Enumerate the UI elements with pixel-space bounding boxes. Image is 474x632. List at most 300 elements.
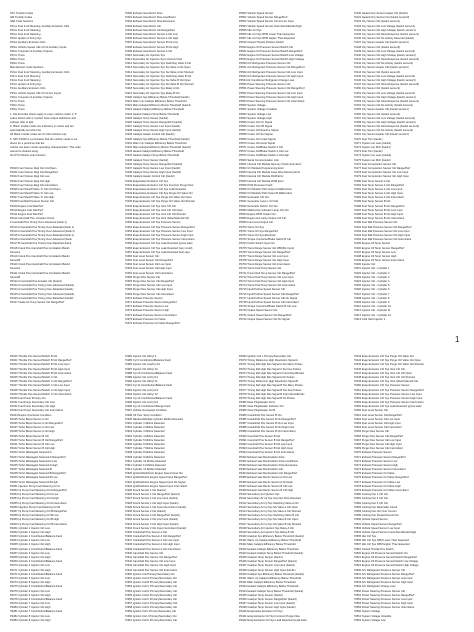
list-item: P0262 Cylinder 1 Injector Ckt High [10, 530, 51, 534]
list-item: P0362 Ignition Coil L Primary/Secondary Ckt [239, 355, 292, 358]
list-item: P0605 Internal Ctrl Module ROM Error [239, 179, 284, 183]
list-item: P0552 Power Steering Pressure Sensor Low Input [353, 597, 413, 601]
list-item: P0336 Crankshaft Pos Sensor A Ckt Range/Perf [124, 535, 181, 539]
list-item: P0335 Crankshaft Pos Sensor A Ckt [124, 530, 167, 534]
list-item: P0562 System Voltage Low [239, 112, 272, 116]
list-item: P0414 Secondary Air Inj Sys Sw Valve A Ckt Shorted [239, 509, 301, 513]
list-item: P0296 Cyl 12 Contribution/Range Fault [124, 405, 171, 409]
list-item: P0271 Cylinder 4 Injector Ckt High [10, 568, 51, 572]
list-item: P0127 Intake Air Temp Sensor Ckt Range/Perf [10, 300, 65, 304]
list-item: P0276 Cylinder 6 Injector Ckt Low [10, 589, 50, 593]
list-item: P0328 Knock Sensor 1 Ckt High Input (bank1) [124, 501, 179, 505]
list-item: P0344 Camshaft Pos Sensor Ckt Intermittent [124, 568, 178, 572]
list-item: P0204 Injector Ckt - Cylinder 4 [353, 280, 390, 283]
list-item: P0471 Exhaust Pressure Sensor Range/Perf [124, 300, 177, 304]
list-item: P0455 Evap Emission Ctrl Sys Leak Detected (gross leak) [124, 242, 193, 246]
list-item: P0449 Evap Emission Ctrl Sys Vent Valve/Solenoid Ckt [353, 380, 419, 384]
list-item: P0179 Fuel Composition Sensor Ckt High Input [353, 175, 409, 179]
list-item: P0248 Turbo Wastegate Solenoid B Range/Perf [10, 472, 66, 476]
list-item: P0234 Engine Overboost Condition [10, 413, 52, 417]
list-item: P0208 Injector Ckt - Cylinder 8 [353, 296, 390, 300]
list-item: P0472 Exhaust Pressure Sensor Low [353, 459, 398, 463]
list-item: P0501 Vehicle Speed Sensor Range/Perf [239, 16, 288, 20]
bottom-column-4 [354, 355, 469, 632]
list-item: P0431 Warm Up Catalyst Efficiency Below Threshold [124, 141, 187, 145]
list-item: P0606 PCM Processor Fault [239, 183, 273, 187]
list-item: P0136 Oxy Sensor Ckt No Activity Detected (bank1) [353, 37, 415, 41]
list-item: P0137 Oxy Sensor Heater Ckt (bank1 sensor1) [353, 41, 409, 45]
list-item: P0131 Heated Oxy Sensor Ckt (bank2 sensor3) [353, 16, 410, 20]
list-item: P0360 Ignition Coil J Primary/Secondary Ckt [124, 614, 177, 618]
list-item: P0609 Ctrl Module VSS Output B Malfunction [239, 192, 293, 196]
list-item: SensorA [10, 267, 21, 271]
list-item: P0474 Exhaust Pressure Sensor Intermittent [124, 313, 177, 317]
list-item: P0263 Cylinder 1 Contribution/Balance Fault [10, 535, 63, 539]
list-item: P0419 Secondary Air Injection Sys Relay B Ckt [239, 530, 295, 534]
list-item: P0608 Ctrl Module VSS Output A Malfunction [239, 187, 292, 191]
list-item: P0708 Trans Range Sensor Ckt High Input [239, 259, 289, 263]
list-item: P02xx Fuel & Air Metering [10, 32, 41, 36]
list-item: P0283 Cylinder 8 Injector Ckt High [10, 618, 51, 622]
list-item: P0465 Purge Flow Sensor Ckt [353, 430, 389, 434]
list-item: P0101 Fuel Volume Regl Ckt Range/Perf [10, 171, 58, 175]
list-item: P0333 Knock Sensor 2 Ckt High Input (bank2) [124, 522, 179, 526]
list-item: P0259 Inj Pump Fuel Metering Ctrl B High [10, 518, 60, 522]
list-item: P0702 Trans Ctrl Sys Electrical [239, 233, 276, 237]
list-item: P0102 Fuel Volume Regl Ckt Low [10, 175, 50, 179]
list-item: P0156 Oxy Sensor Ckt (bank2 sensor2) [353, 112, 401, 116]
list-item: P0427 Catalyst Temp Sensor Low Input (bank1) [239, 564, 295, 568]
list-item: P0305 Cylinder 5 Misfire Detected [124, 438, 165, 442]
list-item: P0245 Turbo Wastegate Solenoid A Low [10, 459, 58, 463]
list-item: P0308 Cylinder 8 Misfire Detected [124, 451, 165, 455]
list-item: All 'Bank' trouble codes are for GM vehicles only. [10, 133, 68, 137]
list-item: P0118 Crank Pos-Camshaft Pos Correlation Bank1 [10, 246, 70, 250]
list-item: P0422 Main Catalyst Efficiency Below Threshold (bank1) [124, 104, 191, 108]
list-item: P0152 Oxy Sensor Ckt High Voltage (bank2 sensor1) [353, 95, 416, 99]
list-item: P0551 Power Steering Pressure Sensor Ckt Range/Perf [239, 87, 305, 91]
list-item: P0322 Ign/Distributor Engine Speed Input No Signal [124, 480, 186, 484]
list-item: P0468 Purge Flow Sensor Ckt High Input [124, 288, 173, 292]
list-item: P0473 Exhaust Pressure Sensor High [124, 309, 169, 313]
list-item: P0473 Exhaust Pressure Sensor High [353, 463, 398, 467]
list-item: P0409 Exhaust Gas Recirc Sensor A Ckt [124, 49, 173, 53]
list-item: P0465 Purge Flow Sensor Ckt [124, 275, 160, 279]
list-item: P0476 Exhaust Pressure Ctrl Valve Range/Perf [124, 321, 180, 325]
list-item: P0474 Exhaust Pressure Sensor Intermittent [353, 468, 406, 472]
list-item: P0153 Oxy Sensor Ckt Slow Response (bank2 sensor1) [353, 99, 420, 103]
list-item: P0600 Serial Communication Link [239, 158, 279, 162]
list-item: P0464 Fuel Level Sensor Ckt Intermittent [353, 426, 402, 430]
list-item: P0703 Torque Converter/Brake Switch B Ckt [239, 238, 291, 242]
list-item: P0441 Evaporative Emission Ctrl Sys Incorrect Purge Flow [124, 183, 194, 187]
list-item: P0436 Catalyst Temp Sensor Range/Perf (bank2) [124, 162, 183, 166]
list-item: P0560 System Voltage [353, 610, 381, 614]
list-item: P0190 Fuel Rail Pressure Sensor Ckt [353, 221, 398, 225]
list-item: driven for a period so that the [10, 141, 45, 145]
list-item: P0469 Purge Flow Sensor Ckt Intermittent [124, 292, 174, 296]
list-item: STC Trouble Codes [10, 12, 34, 15]
list-item: P0388 Crankshaft Pos Sensor B Ckt High Input [239, 426, 295, 430]
list-item: P0550 Power Steering Pressure Sensor Ckt [239, 83, 291, 87]
list-item: P0447 Evap Emission Ctrl Sys Vent Ctrl Ckt Open [124, 208, 183, 212]
list-item: P0715 Input/Turbine Speed Sensor Ckt [239, 288, 285, 292]
list-item: P06xx Computer & Auxiliary Outputs [10, 49, 53, 53]
list-item: P0106 Fuel Shutoff Valve 'A' Ckt Low [10, 192, 54, 196]
list-item: P0120 Crank Pos-Camshaft Pos Correlation Bank2 [10, 263, 70, 267]
list-item: P0433 Heated Catalyst Efficiency Below Threshold [124, 150, 184, 154]
list-item: P0394 Camshaft Pos Sensor B Ckt Intermittent [239, 451, 295, 455]
list-item: P0213 Cold Start Injector 1 [353, 317, 386, 321]
list-item: P0339 Crankshaft Pos Sensor A Ckt Intermittent [124, 547, 181, 551]
list-item: P0298 Oil Over Temp Condition [124, 413, 162, 417]
list-item: P0714 Trans Fluid Temp Sensor Ckt Intermittent [239, 284, 296, 288]
list-item: P0297 Vehicle Overspeed Condition [124, 409, 167, 413]
list-item: P0249 Turbo Wastegate Solenoid B Low [10, 476, 58, 480]
list-item: vehicle can learn certain operating characteristics. This code [10, 146, 81, 149]
list-item: P0261 Cylinder 1 Injector Ckt Low [10, 526, 50, 530]
list-item: P0224 Throttle Pos Sensor/Switch B Ckt Intermittent [10, 371, 72, 375]
list-item: P0421 Warm Up Catalyst Efficiency Below Threshold [239, 539, 301, 543]
list-item: P0416 Secondary Air Inj Sys Sw Valve B Ckt Open [239, 518, 299, 522]
list-item: P0453 Evap Emission Ctrl Sys Pressure Sensor High Input [353, 396, 423, 400]
list-item: P0405 Exhaust Gas Recirc Sensor A Ckt Low [239, 476, 293, 480]
list-item: P0560 System Voltage [239, 104, 266, 108]
list-item: A Camshaft Pos Timing Over-Advanced (bank 1) [10, 221, 67, 225]
list-item: P0716 Input/Turbine Speed Sensor Ckt Range/Perf [239, 292, 299, 296]
list-item: P0440 Evaporative Emission Ctrl Sys [239, 610, 283, 614]
list-item: P0357 Ignition Coil G Primary/Secondary Ckt [124, 602, 178, 606]
list-item: P0210 Injector Ckt - Cylinder 10 [353, 305, 391, 309]
list-item: P0502 Vehicle Speed Sensor Low Input [353, 526, 400, 530]
list-item: P0438 Catalyst Temp Sensor High Input (bank2) [239, 606, 296, 610]
list-item: P0711 Trans Fluid Temp Sensor Ckt Range/Perf [239, 271, 296, 275]
list-item: P0463 Fuel Level Sensor Ckt High Input [353, 422, 401, 425]
list-item: P0303 Cylinder 3 Misfire Detected [124, 430, 165, 434]
list-item: P0413 Secondary Air Inj Sys Sw Valve A Ckt Open [239, 505, 298, 509]
list-item: P0550 Power Steering Pressure Sensor Ckt [353, 589, 405, 593]
list-item: P0554 Power Steering Pressure Sensor Ckt Intermittent [239, 99, 305, 103]
list-item: P0111 Engine Fuel Rail Perf [10, 213, 43, 216]
list-item: P0386 Crankshaft Pos Sensor B Ckt Range/Perf [239, 417, 296, 421]
list-item: P0184 Fuel Temp Sensor A Ckt Intermittent [353, 196, 405, 200]
list-item: P0243 Turbo Wastegate Solenoid A [10, 451, 52, 455]
list-item: P0377 Timing Ref High Res Signal B Too Few Pulses [239, 388, 302, 392]
list-item: P0221 Throttle Pos Sensor/Switch B Ckt Range/Perf [10, 359, 72, 363]
list-item: P0418 Secondary Air Injection Sys Relay A Ckt [239, 526, 294, 530]
top-column-4 [354, 12, 469, 325]
list-item: P0287 Injector Ckt Hi/Cyl 10 [124, 367, 158, 371]
list-item: P0321 Ign/Distributor Engine Speed Input Range/Perf [124, 476, 188, 480]
list-item: P0355 Ignition Coil E Primary/Secondary Ckt [124, 593, 177, 597]
list-item: P0533 A/C Refrigerant Pressure Sensor High Input [353, 581, 413, 585]
list-item: P0255 Inj Pump Fuel Metering Ctrl A Intermittent [10, 501, 67, 505]
list-item: P0654 Engine RPM Output Ckt [239, 213, 276, 216]
list-item: P0720 Output Speed Sensor Ckt [239, 309, 278, 313]
list-item: P0655 Engine Hot Lamp Output Ctrl Ckt [239, 217, 286, 221]
list-item: P0220 Throttle Pos Sensor/Switch B Ckt [10, 355, 58, 358]
list-item: P0414 Secondary Air Injection Sys Sw Valve A Ckt Shorted [124, 70, 194, 74]
list-item: P0222 Throttle Pos Sensor/Switch B Ckt Low Input [10, 363, 70, 367]
list-item: P0460 Fuel Level Sensor Ckt [124, 254, 159, 258]
list-item: 5. SPC P1000 is a procedure that the vehicle needs to be [10, 137, 78, 141]
list-item: P0103 Fuel Volume Regl Ckt High [10, 179, 50, 183]
list-item: P0309 Cylinder 9 Misfire Detected [124, 455, 165, 459]
list-item: P0380 Glow Plug/Heater Ckt A [239, 401, 276, 405]
list-item: P0454 Evap Emission Ctrl Sys Pressure Sensor Intermittent [124, 238, 195, 242]
list-item: P0337 Crankshaft Pos Sensor A Ckt Low Input [124, 539, 179, 543]
list-item: P0141 Oxy Sensor Ckt Slow Response (bank1 sensor2) [353, 58, 420, 62]
list-item: P0572 Cruise Ctrl/Brake Switch A Ckt Low [239, 150, 289, 154]
list-item: P0453 Evap Emission Ctrl Sys Pressure Sensor High Input [124, 233, 194, 237]
list-item: P0523 Engine Oil Pressure Sensor/Switch High Voltage [239, 58, 305, 62]
list-item: GM Trouble Codes [10, 16, 33, 20]
list-item: P0601 Internal Ctrl Module Memory Check Sum Error [239, 162, 302, 166]
list-item: P0410 Secondary Air Injection Sys [239, 493, 280, 497]
list-item: P0289 Injector Ckt Lo/Cyl 11 [124, 375, 158, 379]
list-item: P0435 Catalyst Temp Sensor (bank2) [239, 593, 283, 597]
list-item: P0229 Throttle Pos Sensor/Switch C Ckt Intermittent [10, 392, 72, 396]
list-item: P0416 Secondary Air Injection Sys Sw Valve B Ckt Open [124, 79, 191, 82]
list-item: P0361 Ignition Coil K Primary/Secondary Ckt [124, 618, 177, 622]
list-item: SAE Code Sections [10, 20, 34, 24]
list-item: P0198 Engine Oil Temp Sensor High [353, 254, 397, 258]
list-item: P0412 Secondary Air Inj Sys Switching Valve A Ckt [239, 501, 299, 505]
list-item: P0552 Power Steering Pressure Sensor Ckt Low Input [239, 91, 303, 95]
list-item: P0400 Exhaust Gas Recirculation Flow [239, 455, 285, 459]
list-item: P09xx Trans [10, 62, 25, 66]
list-item: P0242 Turbo Boost Sensor B Ckt High [10, 447, 55, 451]
list-item: P0430 Catalyst Sys Efficiency Below Threshold (bank2) [239, 572, 304, 576]
list-item: P0468 Purge Flow Sensor Ckt High Input [353, 442, 402, 446]
list-item: P0406 Exhaust Gas Recirc Sensor A Ckt High [239, 480, 293, 484]
list-item: P0451 Evap Emission Ctrl Sys Pressure Sensor Range/Perf [124, 225, 195, 229]
list-item: P0342 Camshaft Pos Sensor Ckt Low Input [124, 560, 176, 564]
list-item: P0134 Oxy Sensor Ckt High Voltage (bank1 sensor1) [353, 28, 416, 32]
list-item: P0500 Vehicle Speed Sensor [239, 12, 274, 15]
list-item: P0257 Inj Pump Fuel Metering Ctrl B Range/Perf [10, 509, 68, 513]
list-item: P0231 Fuel Pump Secondary Ckt Low [10, 401, 55, 405]
list-item: P0378 Timing Ref High Res Signal B Intermittent/Erratic [239, 392, 305, 396]
list-item: P0288 Cyl 10 Contribution/Balance Fault [124, 371, 173, 375]
list-item: P0228 Throttle Pos Sensor/Switch C Ckt High Input [10, 388, 71, 392]
list-item: P0310 Cylinder 10 Misfire Detected [124, 459, 166, 463]
list-item: P0433 Heated Catalyst Efficiency Below Threshold [239, 585, 299, 589]
list-item: P0464 Fuel Level Sensor Ckt Intermittent [124, 271, 173, 275]
list-item: P0477 Exhaust Pressure Ctrl Valve Low [353, 480, 401, 484]
list-item: P0147 Oxy Sensor Ckt Slow Response (bank1 sensor3) [353, 83, 420, 87]
list-item: P0173 Fuel Trim (bank2) [353, 150, 383, 154]
list-item: P0483 Cooling Fan Rationality Check [353, 505, 398, 509]
list-item: P0235 Turbo Boost Sensor A Ckt [10, 417, 49, 421]
list-item: P0185 Fuel Temp Sensor B Ckt [353, 200, 391, 204]
list-item: P0343 Camshaft Pos Sensor Ckt High Input [124, 564, 176, 568]
list-item: P0571 Cruise Ctrl/Brake Switch A Ckt [239, 146, 283, 149]
list-item: P01xx Fuel & Air Metering [10, 28, 41, 32]
list-item: P0568 Cruise Ctrl Set Signal [239, 133, 273, 137]
list-item: P0233 Fuel Pump Secondary Ckt Intermittent [10, 409, 64, 413]
list-item: Manufacturer Code Sections [10, 66, 44, 70]
list-item: P0278 Cylinder 6 Contribution/Balance Fault [10, 597, 63, 601]
list-item: P07xx Trans [10, 53, 25, 57]
list-item: P0502 Vehicle Speed Sensor Circuit Low Input [239, 20, 294, 24]
list-item: P0467 Purge Flow Sensor Ckt Low Input [124, 284, 173, 288]
list-item: P0437 Catalyst Temp Sensor Low Input (bank2) [124, 166, 181, 170]
list-item: P0254 Inj Pump Fuel Metering Ctrl A High [10, 497, 59, 501]
list-item: P0250 Turbo Wastegate Solenoid B High [10, 480, 58, 484]
list-item: P0183 Fuel Temp Sensor A Ckt High Input [353, 192, 403, 196]
list-item: P0100 Fuel Volume Regl Ckt Circ/Open [10, 166, 57, 170]
list-item: P0389 Crankshaft Pos Sensor B Ckt Intermittent [239, 430, 296, 434]
list-item: P0133 Oxy Sensor Ckt Low Voltage (bank1 sensor1) [353, 24, 416, 28]
list-item: P0421 Warm Up Catalyst Efficiency Below Threshold [124, 99, 187, 103]
list-item: P0270 Cylinder 4 Injector Ckt Low [10, 564, 50, 568]
list-item: P0532 A/C Refrigerant Pressure Sensor Ckt Low Input [239, 70, 303, 74]
list-item: P0212 Injector Ckt - Cylinder 12 [353, 313, 391, 317]
list-item: P0522 Engine Oil Pressure Sensor/Switch Low Voltage [353, 560, 418, 564]
list-item: P0191 Fuel Rail Pressure Sensor Ckt Range/Perf [353, 225, 412, 229]
list-item: P0650 Malfunction Indicator Lamp Ctrl Ckt [239, 208, 289, 212]
list-item: P0293 Injector Ckt Hi/Cyl 12 [124, 392, 158, 396]
list-item: P0563 System Voltage High [239, 116, 272, 120]
list-item: P0400 Exhaust Gas Recirc Flow [124, 12, 163, 15]
list-item: P0199 Engine Oil Temp Sensor Intermittent [353, 259, 405, 263]
list-item: P0420 Catalyst Sys Efficiency Below Threshold (bank1) [124, 95, 190, 99]
list-item: P0114 A Camshaft Pos Timing Over-Advanced (bank 2) [10, 229, 75, 233]
list-item: P0176 Fuel Composition Sensor Ckt [353, 162, 397, 166]
list-item: indicate refer to lgth. [10, 120, 34, 124]
list-item: P0428 Catalyst Temp Sensor High Input (bank1) [124, 129, 182, 133]
list-item: P0273 Cylinder 5 Injector Ckt Low [10, 576, 50, 580]
list-item: P0226 Throttle Pos Sensor/Switch C Ckt Range/Perf [10, 380, 72, 384]
list-item: P0470 Exhaust Pressure Sensor [353, 451, 392, 455]
list-item: P0622 Generator Field F Ctrl Ckt [239, 204, 278, 208]
list-item: P0521 Engine Oil Pressure Sensor/Switch Range/Perf [239, 49, 303, 53]
list-item: P0239 Turbo Boost Sensor B Ckt [10, 434, 49, 438]
list-item: P0415 Secondary Air Injection Sys Switching Valve B Ckt [124, 74, 192, 78]
list-item: P0140 Oxy Sensor Ckt High Voltage (bank1 sensor2) [353, 53, 416, 57]
list-item: P0323 Ign/Distributor Engine Speed Input Intermittent [124, 484, 188, 488]
list-item: P0448 Evap Emission Ctrl Sys Vent Ctrl Ckt Shorted [124, 213, 186, 216]
list-item: P0484 Cooling Fan Ckt Over Current [353, 509, 397, 513]
list-item: P0434 Heated Catalyst Temp Below Threshold [124, 154, 180, 158]
top-column-3 [239, 12, 354, 325]
list-item: P0117 B Camshaft Pos Timing Over-Retarded (bank [10, 242, 72, 246]
list-item: P0351 Ignition Coil A Primary/Secondary Ckt [124, 576, 177, 580]
list-item: P0225 Throttle Pos Sensor/Switch C Ckt [10, 375, 58, 379]
list-item: P0469 Purge Flow Sensor Ckt Intermittent [353, 447, 403, 451]
list-item: P0428 Catalyst Temp Sensor High Input (bank1) [239, 568, 296, 572]
list-item: P0194 Fuel Rail Pressure Sensor Ckt Intermittent [353, 238, 412, 242]
list-item: P0442 Evaporative Emission Ctrl Sys Leak Detected [124, 187, 186, 191]
list-item: P0211 Injector Ckt - Cylinder 11 [353, 309, 391, 313]
list-item: P0267 Cylinder 3 Injector Ckt Low [10, 551, 50, 555]
list-item: P0444 Evap Emission Ctrl Sys Purge Ctrl Valve Ckt Open [124, 196, 192, 200]
list-item: P0268 Cylinder 3 Injector Ckt High [10, 556, 51, 559]
list-item: P0189 Fuel Temp Sensor B Ckt Intermittent [353, 217, 405, 221]
list-item: P0206 Injector Ckt - Cylinder 6 [353, 288, 390, 292]
list-item: P0123 A Camshaft Pos Timing Over-Advanced (bank1) [10, 284, 75, 288]
list-item: P0393 Camshaft Pos Sensor B Ckt High Input [239, 447, 293, 451]
list-item: P0253 Inj Pump Fuel Metering Ctrl A Low [10, 493, 59, 497]
list-item: P0561 System Voltage Unstable [353, 614, 392, 618]
list-item: P12xx Fuel & Air Metering [10, 79, 41, 82]
list-item: P0306 Cylinder 6 Misfire Detected [124, 442, 165, 446]
list-item: P0700 Trans Ctrl Sys [239, 225, 264, 229]
list-item: P0506 Idle Ctrl Sys RPM Lower Than Expected [353, 539, 409, 543]
list-item: P0472 Exhaust Pressure Sensor Low [124, 305, 169, 309]
list-item: P0706 Trans Range Sensor Ckt Range/Perf [239, 250, 291, 254]
list-item: P0567 Cruise Ctrl Resume Signal [239, 129, 279, 133]
list-item: P0621 Generator Lamp L Ctrl Ckt [239, 200, 279, 204]
list-item: P0352 Ignition Coil B Primary/Secondary Ckt [124, 581, 177, 585]
list-item: P0266 Cylinder 2 Contribution/Balance Fault [10, 547, 63, 551]
list-item: P0425 Catalyst Temp Sensor (bank1) [239, 556, 283, 559]
list-item: P0230 Fuel Pump Primary Ckt [10, 396, 46, 400]
list-item: P0373 Timing Ref High Res Signal A Intermittent/Erratic [239, 371, 305, 375]
list-item: P0251 Injection Pump Fuel Metering Ctrl A [10, 484, 60, 488]
list-item: P0452 Evap Emission Ctrl Sys Pressure Sensor Low Input [353, 392, 422, 396]
list-item: P0447 Evap Emission Ctrl Sys Vent Ctrl Ckt Open [353, 371, 412, 375]
list-item: P0411 Secondary Air Inj Sys Incorrect Flow Detected [239, 497, 301, 501]
list-item: P0311 Cylinder 11 Misfire Detected [124, 463, 166, 467]
list-item: P0438 Catalyst Temp Sensor High Input (bank2) [124, 171, 182, 175]
list-item: P05xx Vehicle Speed, Idle Ctrl & Auxiliary Inputs [10, 45, 67, 49]
list-item: P0161 Oxy Sensor Heater Ckt (bank2 sensor2) [353, 133, 409, 137]
list-item: P0107 Fuel Shutoff Valve 'A' Ckt High [10, 196, 55, 200]
list-item: P0122 A Camshaft Pos Actuator Ckt (bank1) [10, 280, 62, 283]
list-item: P0341 Camshaft Pos Sensor Ckt Range/Perf [124, 556, 178, 559]
list-item: P0417 Secondary Air Inj Sys Sw Valve B Ckt Shorted [239, 522, 302, 526]
list-item: P0434 Heated Catalyst Temp Below Threshold (bank2) [239, 589, 304, 593]
list-item: codes shown with a 'symbol' have unique definitions and [10, 116, 76, 120]
list-item: P0439 Catalyst Heater Control Ckt (bank2) [124, 175, 175, 179]
list-item: P0327 Knock Sensor 1 Ckt Low Input (bank1) [124, 497, 178, 501]
list-item: P0437 Catalyst Temp Sensor Low Input (bank2) [239, 602, 295, 606]
list-item: P0413 Secondary Air Injection Sys Sw Valve A Ckt Open [124, 66, 191, 70]
list-item: P0151 Oxy Sensor Ckt Low Voltage (bank2 sensor1) [353, 91, 416, 95]
list-item: P0718 Input/Turbine Speed Sensor Ckt Intermittent [239, 300, 299, 304]
list-item: P0236 Turbo Boost Sensor A Ckt Range/Perf [10, 422, 63, 425]
list-item: P0424 Heated Catalyst Temp Below Threshold (bank1) [239, 551, 304, 555]
list-item: P0390 Camshaft Pos Sensor B Ckt [239, 434, 281, 438]
list-item: P0721 Output Speed Sensor Ckt Range/Perf [239, 313, 292, 317]
list-item: P0252 Inj Pump Fuel Metering Ctrl A Range/Perf [10, 489, 67, 492]
list-item: P0385 Crankshaft Pos Sensor B Ckt [239, 413, 282, 417]
list-item: P0196 Engine Oil Temp Sensor Range/Perf [353, 246, 405, 250]
list-item: P0551 Power Steering Pressure Sensor Range/Perf [353, 593, 415, 597]
list-item: P0466 Purge Flow Sensor Ckt Range/Perf [353, 434, 403, 438]
list-item: P0431 Warm Up Catalyst Efficiency Below Threshold [239, 576, 301, 580]
list-item: P0304 Cylinder 4 Misfire Detected [124, 434, 165, 438]
list-item: P0482 Cooling Fan 3 Ctrl Ckt [353, 501, 388, 505]
list-item: P0534 A/C Refrigerant Charge Loss [353, 585, 396, 589]
list-item: P0197 Engine Oil Temp Sensor Low [353, 250, 396, 254]
list-item: P0620 Generator Ctrl Ckt [239, 196, 269, 200]
list-item: P0412 Secondary Air Injection Sys Switching Valve A Ckt [124, 62, 192, 66]
list-item: P14xx Auxiliary Emission Ctrls [10, 87, 46, 91]
list-item: P0603 Internal Ctrl Module Keep Alive Memory Error [239, 171, 301, 175]
list-item: P0237 Turbo Boost Sensor A Ckt Low [10, 426, 55, 430]
list-item: P0376 Timing Ref High Res Signal B Too Many Pulses [239, 384, 303, 388]
list-item: P0425 Catalyst Temp Sensor (bank1) [124, 116, 169, 120]
list-item: P0124 A Camshaft Pos Timing Over-Retarded (bank1) [10, 288, 74, 292]
list-item: P0264 Cylinder 2 Injector Ckt Low [10, 539, 50, 543]
list-item: P0402 Exhaust Gas Recirculation Flow Excessive [239, 463, 298, 467]
list-item: cannot be cleared using [10, 150, 39, 154]
list-item: P0113 A Camshaft Pos Timing Over-Retarded (bank 1) [10, 225, 74, 229]
list-item: P0295 Injector Ckt Lo/Cyl 12 [124, 401, 159, 405]
